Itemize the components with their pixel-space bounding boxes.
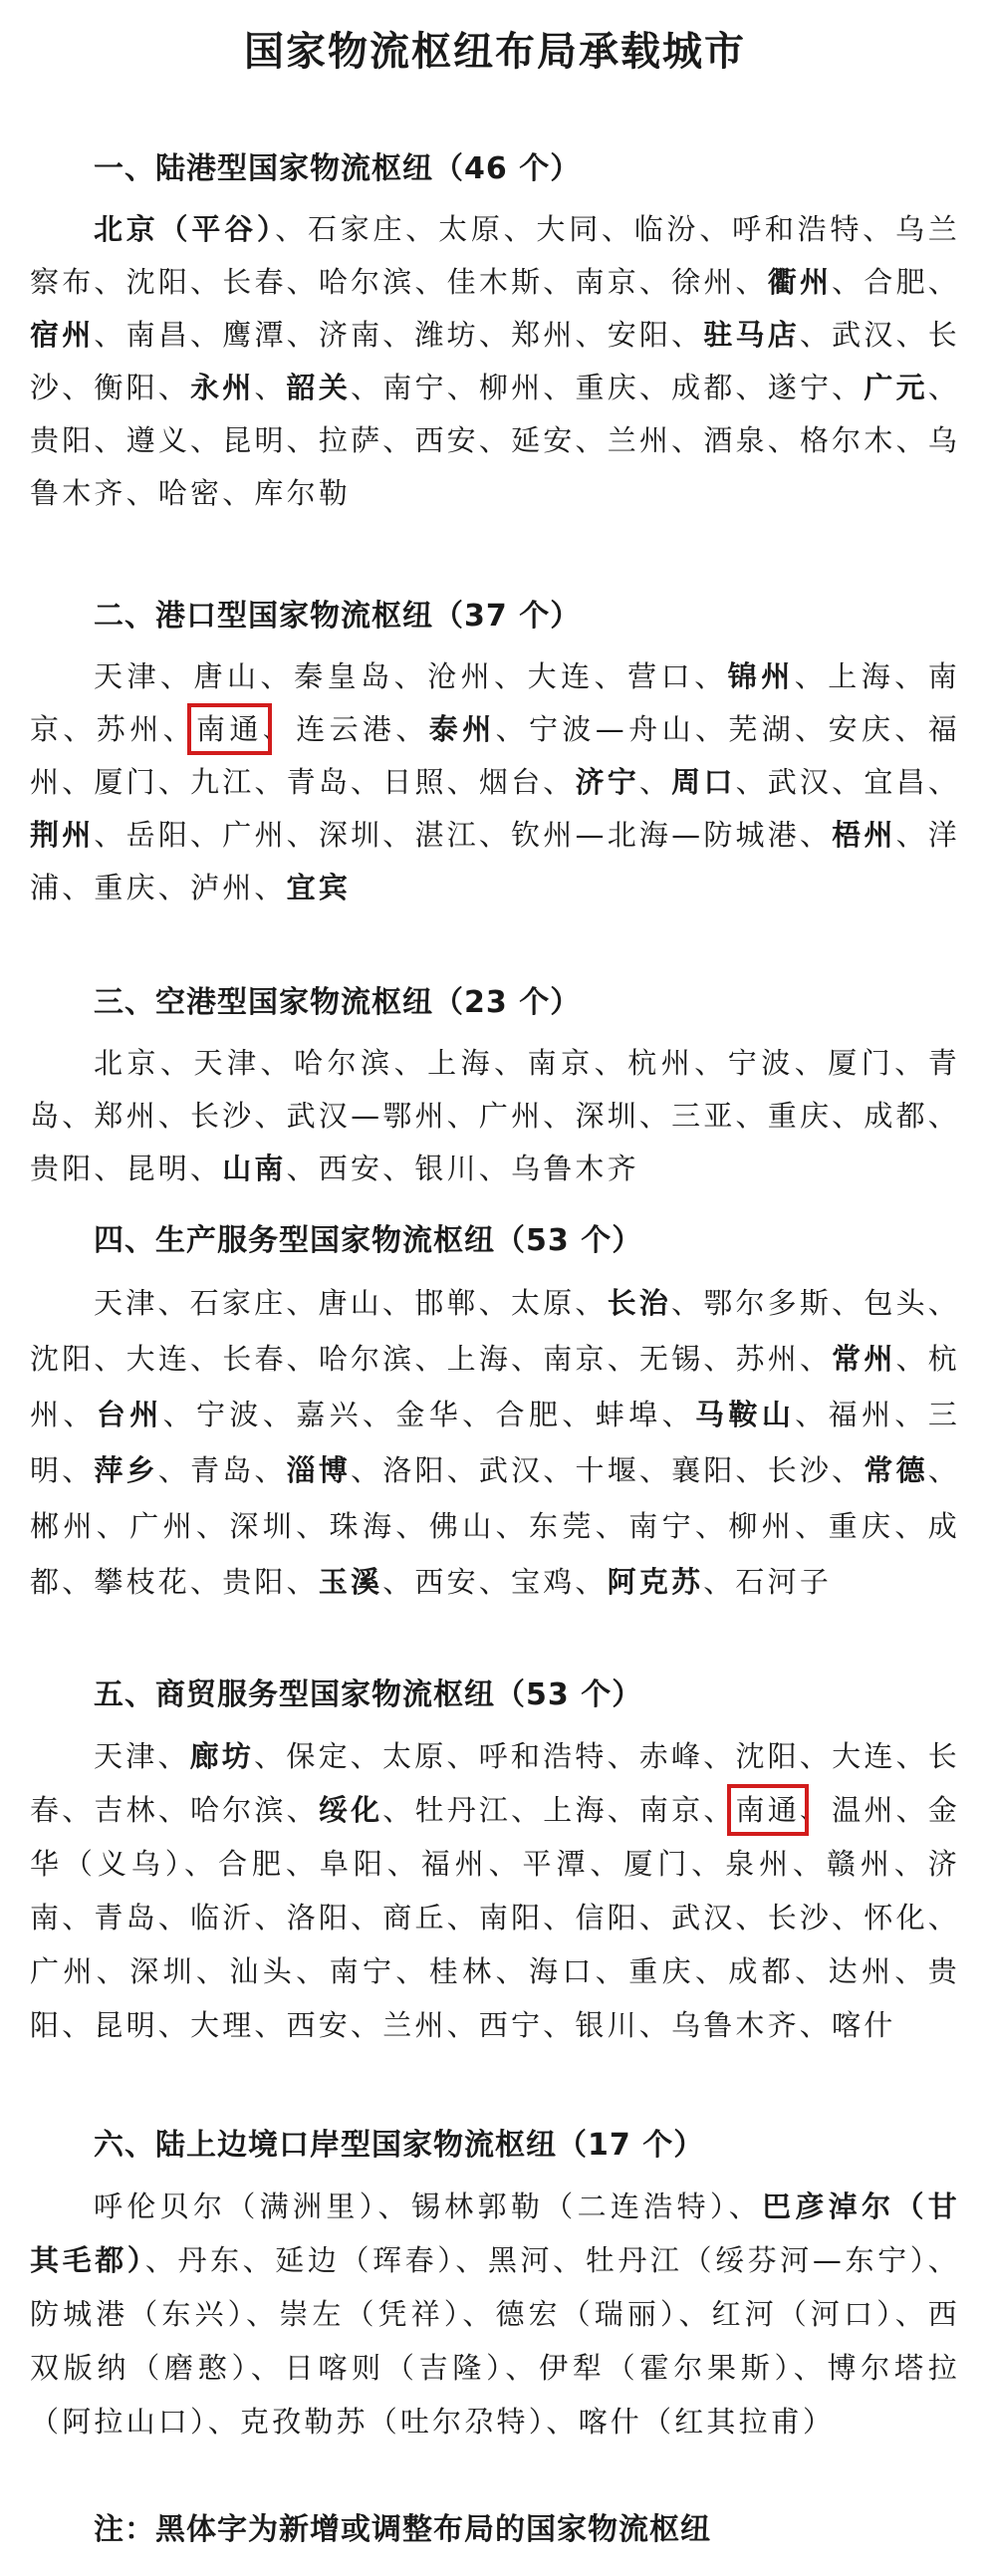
city-run: 、牡丹江、上海、南京、: [382, 1793, 736, 1827]
city-run: 、西安、银川、乌鲁木齐: [286, 1152, 639, 1185]
section-airport: [30, 983, 960, 1195]
section-heading: 六、陆上边境口岸型国家物流枢纽（17 个）: [94, 2128, 705, 2163]
highlighted-city: 南通: [735, 1793, 800, 1827]
new-hub-city: 驻马店: [703, 318, 800, 352]
new-hub-city: 济宁: [575, 765, 639, 799]
city-run: 、西安、宝鸡、: [382, 1565, 608, 1599]
city-run: 、贵阳、遵义、昆明、拉萨、西安、延安、兰州、酒泉、格尔木、乌鲁木齐、哈密、库尔勒: [30, 371, 961, 510]
city-list: [30, 1037, 960, 1195]
new-hub-city: 台州: [96, 1398, 163, 1431]
city-run: 、南昌、鹰潭、济南、潍坊、郑州、安阳、: [94, 318, 704, 352]
new-hub-city: 马鞍山: [695, 1398, 796, 1431]
new-hub-city: 山南: [222, 1152, 287, 1185]
new-hub-city: 萍乡: [94, 1453, 158, 1487]
city-run: 、石家庄、太原、大同、临汾、呼和浩特、乌兰察布、沈阳、长春、哈尔滨、佳木斯、南京、徐州、: [30, 212, 960, 299]
new-hub-city: 长治: [607, 1286, 672, 1320]
city-run: 、保定、太原、呼和浩特、赤峰、沈阳、大连、长春、吉林、哈尔滨、: [30, 1739, 960, 1827]
new-hub-city: 北京（平谷）: [94, 212, 276, 246]
city-list: [30, 203, 960, 520]
new-hub-city: 常德: [864, 1453, 928, 1487]
city-run: 、鄂尔多斯、包头、沈阳、大连、长春、哈尔滨、上海、南京、无锡、苏州、: [30, 1286, 960, 1376]
city-run: 北京、天津、哈尔滨、上海、南京、杭州、宁波、厦门、青岛、郑州、长沙、武汉—鄂州、广州、深圳、三亚、重庆、成都、贵阳、昆明、: [30, 1046, 960, 1185]
city-run: 、杭州、: [30, 1342, 960, 1431]
city-list: [30, 1729, 960, 2052]
new-hub-city: 荆州: [30, 818, 95, 852]
section-trade-service: [30, 1675, 960, 2052]
section-land-port: [30, 149, 960, 520]
city-run: 、石河子: [703, 1565, 833, 1599]
new-hub-city: 宜宾: [286, 871, 352, 904]
footnote: 注：黑体字为新增或调整布局的国家物流枢纽: [94, 2512, 711, 2547]
new-hub-city: 衢州: [767, 265, 833, 299]
city-run: 、上海、南京、苏州、: [30, 659, 960, 746]
new-hub-city: 梧州: [832, 818, 896, 852]
city-run: 、: [638, 765, 672, 799]
new-hub-city: 锦州: [727, 659, 795, 693]
new-hub-city: 永州: [190, 371, 255, 404]
city-run: 、洛阳、武汉、十堰、襄阳、长沙、: [351, 1453, 865, 1487]
section-seaport: [30, 597, 960, 914]
city-run: 、合肥、: [832, 265, 960, 299]
city-run: 天津、唐山、秦皇岛、沧州、大连、营口、: [94, 659, 728, 693]
section-production-service: [30, 1221, 960, 1610]
city-run: 、南宁、柳州、重庆、成都、遂宁、: [351, 371, 865, 404]
city-run: 、温州、金华（义乌）、合肥、阜阳、福州、平潭、厦门、泉州、赣州、济南、青岛、临沂、洛阳、商丘、南阳、信阳、武汉、长沙、怀化、广州、深圳、汕头、南宁、桂林、海口、重庆、成都、达州、贵阳、昆明、大理、西安、兰州、西宁、银川、乌鲁木齐、喀什: [30, 1793, 960, 2042]
section-heading: 五、商贸服务型国家物流枢纽（53 个）: [94, 1677, 643, 1712]
city-run: 、宁波、嘉兴、金华、合肥、蚌埠、: [162, 1398, 696, 1431]
new-hub-city: 韶关: [286, 371, 352, 404]
city-list: [30, 2180, 960, 2448]
city-run: 天津、: [94, 1739, 190, 1773]
new-hub-city: 玉溪: [318, 1565, 383, 1599]
new-hub-city: 周口: [671, 765, 736, 799]
section-heading: 一、陆港型国家物流枢纽（46 个）: [94, 151, 582, 186]
city-run: 、连云港、: [262, 712, 429, 746]
city-run: 、武汉、长沙、衡阳、: [30, 318, 960, 404]
new-hub-city: 廊坊: [189, 1739, 255, 1773]
new-hub-city: 宿州: [30, 318, 95, 352]
city-run: 、郴州、广州、深圳、珠海、佛山、东莞、南宁、柳州、重庆、成都、攀枝花、贵阳、: [30, 1453, 961, 1599]
city-run: 、福州、三明、: [30, 1398, 961, 1487]
new-hub-city: 常州: [832, 1342, 896, 1376]
city-run: 、丹东、延边（珲春）、黑河、牡丹江（绥芬河—东宁）、防城港（东兴）、崇左（凭祥）、德宏（瑞丽）、红河（河口）、西双版纳（磨憨）、日喀则（吉隆）、伊犁（霍尔果斯）、博尔塔拉（阿拉山口）、克孜勒苏（吐尔尕特）、喀什（红其拉甫）: [30, 2243, 960, 2439]
new-hub-city: 阿克苏: [607, 1565, 704, 1599]
city-run: 呼伦贝尔（满洲里）、锡林郭勒（二连浩特）、: [94, 2190, 763, 2223]
city-run: 天津、石家庄、唐山、邯郸、太原、: [94, 1286, 608, 1320]
city-run: 、洋浦、重庆、泸州、: [30, 818, 961, 904]
new-hub-city: 巴彦淖尔（甘其毛都）: [30, 2190, 961, 2277]
city-run: 、岳阳、广州、深圳、湛江、钦州—北海—防城港、: [94, 818, 833, 852]
new-hub-city: 广元: [864, 371, 928, 404]
section-heading: 二、港口型国家物流枢纽（37 个）: [94, 599, 582, 634]
page-title: 国家物流枢纽布局承载城市: [244, 28, 746, 75]
city-run: 、宁波—舟山、芜湖、安庆、福州、厦门、九江、青岛、日照、烟台、: [30, 712, 960, 799]
city-run: 、: [254, 371, 287, 404]
city-list: [30, 1275, 960, 1610]
section-heading: 四、生产服务型国家物流枢纽（53 个）: [94, 1223, 643, 1258]
city-list: [30, 650, 960, 914]
new-hub-city: 绥化: [318, 1793, 383, 1827]
highlighted-city: 南通: [196, 712, 263, 746]
city-run: 、武汉、宜昌、: [735, 765, 961, 799]
section-heading: 三、空港型国家物流枢纽（23 个）: [94, 985, 582, 1020]
new-hub-city: 淄博: [286, 1453, 352, 1487]
section-land-border-port: [30, 2126, 960, 2448]
new-hub-city: 泰州: [428, 712, 496, 746]
city-run: 、青岛、: [157, 1453, 287, 1487]
